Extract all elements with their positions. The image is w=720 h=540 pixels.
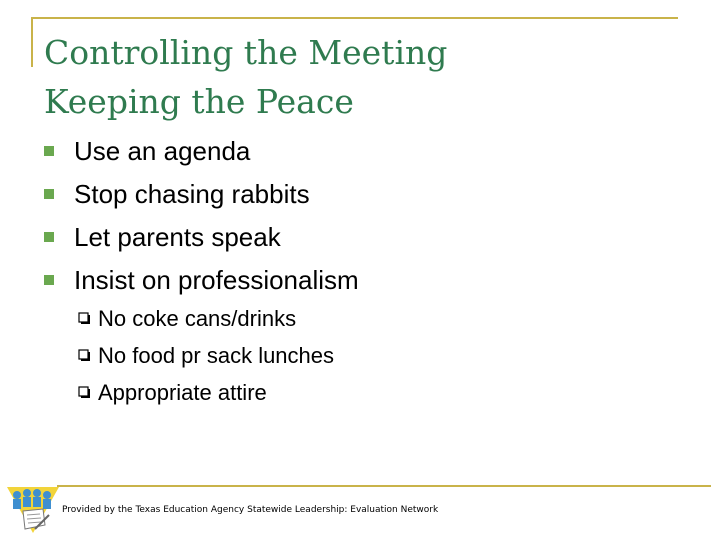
square-bullet-icon: [44, 275, 54, 285]
subbullet-text: No food pr sack lunches: [98, 343, 335, 368]
bullet-text: Use an agenda: [74, 136, 251, 166]
slide-title: [44, 28, 447, 126]
square-bullet-icon: [44, 146, 54, 156]
agency-logo-icon: [5, 485, 61, 535]
subbullet-text: Appropriate attire: [98, 380, 267, 405]
footer-rule: [57, 485, 711, 487]
hollow-square-bullet-icon: [78, 312, 90, 325]
square-bullet-icon: [44, 232, 54, 242]
bullet-text: Stop chasing rabbits: [74, 179, 310, 209]
subbullet-text: No coke cans/drinks: [98, 306, 297, 331]
hollow-square-bullet-icon: [78, 349, 90, 362]
footer-credit: Provided by the Texas Education Agency Statewide Leadership: Evaluation Network: [62, 505, 439, 515]
title-line-1: Controlling the Meeting: [44, 33, 448, 72]
title-line-2: Keeping the Peace: [44, 82, 354, 121]
frame-left-rule: [31, 17, 33, 67]
hollow-square-bullet-icon: [78, 386, 90, 399]
bullet-text: Insist on professionalism: [74, 265, 359, 295]
square-bullet-icon: [44, 189, 54, 199]
frame-top-rule: [31, 17, 678, 19]
bullet-text: Let parents speak: [74, 222, 281, 252]
